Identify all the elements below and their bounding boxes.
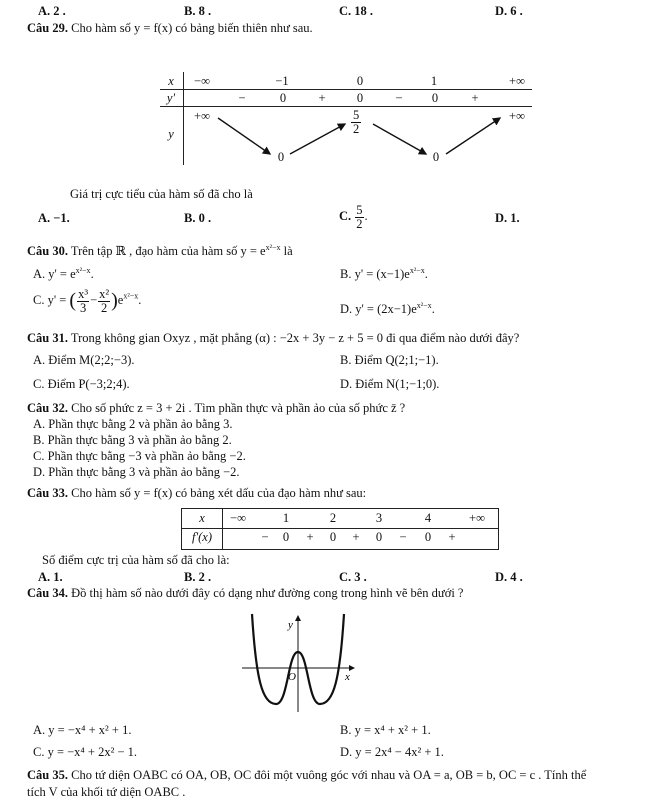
q29-variation-table: x y' y −∞ −1 0 1 +∞ − 0 + 0 − 0 + +∞ +∞ 0 0 5 2 — [160, 72, 532, 165]
q29-answer-c: C. $\frac{5}{2}$ . — [339, 203, 368, 231]
q29-x-label: x — [168, 74, 174, 88]
q34-graph — [240, 608, 360, 714]
q31-answer-a: A. Điểm M(2;2;−3). — [33, 353, 135, 367]
q32-stem: Câu 32. Cho số phức z = 3 + 2i . Tìm phần thực và phần ảo của số phức z̄ ? — [27, 401, 406, 415]
q28-answer-b: B. 8 . — [184, 4, 212, 18]
q29-yp-label: y' — [166, 91, 176, 105]
q34-y-label: y — [288, 619, 293, 631]
q33-answer-b: B. 2 . — [184, 570, 212, 584]
q33-sign-table: x f'(x) −∞ 1 2 3 4 +∞ − 0 + 0 + 0 − 0 + — [181, 508, 499, 550]
q28-answer-d: D. 6 . — [495, 4, 523, 18]
q34-stem: Câu 34. Đồ thị hàm số nào dưới đây có dạng như đường cong trong hình vẽ bên dưới ? — [27, 586, 464, 600]
q33-prompt: Số điểm cực trị của hàm số đã cho là: — [42, 553, 230, 567]
q28-answer-c: C. 18 . — [339, 4, 374, 18]
q33-answer-a: A. 1. — [38, 570, 63, 584]
q34-answer-d: D. y = 2x⁴ − 4x² + 1. — [340, 745, 444, 759]
q32-answer-d: D. Phần thực bằng 3 và phần ảo bằng −2. — [33, 465, 240, 479]
q31-answer-c: C. Điểm P(−3;2;4). — [33, 377, 130, 391]
q32-answer-b: B. Phần thực bằng 3 và phần ảo bằng 2. — [33, 433, 232, 447]
q31-answer-b: B. Điểm Q(2;1;−1). — [340, 353, 439, 367]
q30-answer-d: D. $y' = (2x-1)e^{x^2-x}$. — [340, 301, 435, 317]
q32-answer-a: A. Phần thực bằng 2 và phần ảo bằng 3. — [33, 417, 233, 431]
q29-answer-b: B. 0 . — [184, 211, 212, 225]
q29-y-label: y — [168, 127, 174, 141]
q29-answer-d: D. 1. — [495, 211, 520, 225]
q31-answer-d: D. Điểm N(1;−1;0). — [340, 377, 440, 391]
q32-answer-c: C. Phần thực bằng −3 và phần ảo bằng −2. — [33, 449, 246, 463]
q28-answer-a: A. 2 . — [38, 4, 66, 18]
q30-answer-a: A. $y' = e^{x^2-x}$. — [33, 266, 94, 282]
q34-answer-b: B. y = x⁴ + x² + 1. — [340, 723, 431, 737]
q29-max-value: 5 2 — [353, 108, 360, 136]
q34-x-label: x — [345, 671, 350, 683]
q30-answer-b: B. $y' = (x-1)e^{x^2-x}$. — [340, 266, 428, 282]
q35-stem: Câu 35. Cho tứ diện OABC có OA, OB, OC đôi một vuông góc với nhau và OA = a, OB = b, OC = c . Tính thể — [27, 768, 587, 782]
q29-variation-arrows — [160, 72, 532, 165]
q34-answer-a: A. y = −x⁴ + x² + 1. — [33, 723, 132, 737]
q29-answer-a: A. −1. — [38, 211, 70, 225]
q30-answer-c: C. y' = ( $\frac{\text{x³}}{3}$ − $\frac{\text{x²}}{2}$ )$e^{x^2-x}$. — [33, 287, 142, 315]
q33-answer-c: C. 3 . — [339, 570, 367, 584]
q35-stem-cont: tích V của khối tứ diện OABC . — [27, 785, 186, 799]
q31-stem: Câu 31. Trong không gian Oxyz , mặt phẳng (α) : −2x + 3y − z + 5 = 0 đi qua điểm nào dưới đây? — [27, 331, 520, 345]
q34-answer-c: C. y = −x⁴ + 2x² − 1. — [33, 745, 138, 759]
q29-stem: Câu 29. Cho hàm số y = f(x) có bảng biến thiên như sau. — [27, 21, 313, 35]
q29-prompt: Giá trị cực tiểu của hàm số đã cho là — [70, 187, 253, 201]
q30-stem: Câu 30. Trên tập ℝ , đạo hàm của hàm số $y = e^{x^2-x}$ là — [27, 243, 293, 259]
q33-stem: Câu 33. Cho hàm số y = f(x) có bảng xét dấu của đạo hàm như sau: — [27, 486, 367, 500]
q33-answer-d: D. 4 . — [495, 570, 523, 584]
q34-origin-label: O — [288, 671, 296, 683]
